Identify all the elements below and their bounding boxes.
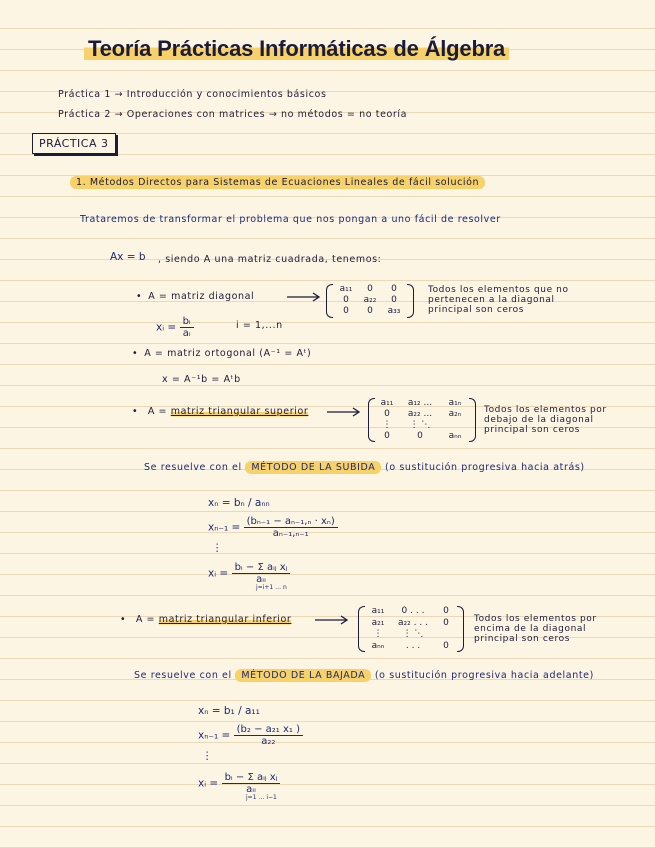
method-pre: Se resuelve con el [134, 670, 232, 681]
matrix-cell: 0 [391, 295, 397, 305]
superior-matrix [376, 398, 468, 442]
matrix-cell: 0 [391, 284, 397, 294]
matrix-cell: a₂ₙ [448, 409, 462, 419]
arrow-icon [326, 407, 362, 417]
denominator: aₙ₋₁,ₙ₋₁ [272, 528, 309, 539]
method-pre: Se resuelve con el [144, 462, 242, 473]
matrix-cell: a₂₁ [371, 617, 385, 628]
formula-lhs: xₙ₋₁ = [208, 521, 241, 534]
fraction [232, 562, 291, 585]
matrix-cell: a₂₂ [363, 295, 377, 305]
numerator: bᵢ [180, 316, 194, 328]
diagonal-matrix [334, 284, 406, 318]
arrow-icon [314, 615, 350, 625]
superior-note: Todos los elementos por debajo de la diagonal principal son ceros [484, 405, 607, 435]
diagonal-note: Todos los elementos que no pertenecen a la diagonal principal son ceros [428, 285, 569, 315]
ax-text: , siendo A una matriz cuadrada, tenemos: [158, 254, 382, 265]
superior-label-text: matriz triangular superior [170, 406, 309, 417]
practica-3-box: PRÁCTICA 3 [32, 133, 116, 154]
denominator: aᵢ [182, 328, 191, 339]
numerator: bᵢ − Σ aᵢⱼ xⱼ [232, 562, 291, 574]
label-prefix: A = [147, 406, 168, 417]
bajada-formula-2 [198, 724, 303, 747]
intro-text: Trataremos de transformar el problema que nos pongan a uno fácil de resolver [80, 214, 501, 225]
diagonal-label: • A = matriz diagonal [136, 291, 254, 302]
denominator: a₂₂ [261, 736, 276, 747]
matrix-cell: 0 [343, 295, 349, 305]
method-post: (o sustitución progresiva hacia adelante) [374, 670, 594, 681]
practica-2-line: Práctica 2 → Operaciones con matrices → no métodos = no teoría [58, 109, 408, 120]
inferior-note: Todos los elementos por encima de la diagonal principal son ceros [474, 614, 597, 644]
ortogonal-formula: x = A⁻¹b = Aᵗb [162, 374, 241, 385]
matrix-cell: a₁ₙ [448, 398, 462, 408]
fraction [244, 516, 338, 539]
numerator: (b₂ − a₂₁ x₁ ) [234, 724, 303, 736]
matrix-cell: 0 [443, 617, 449, 628]
subida-formula-3 [208, 562, 290, 585]
formula-lhs: xᵢ = [198, 777, 219, 790]
numerator: (bₙ₋₁ − aₙ₋₁,ₙ · xₙ) [244, 516, 338, 528]
matrix-cell: ⋮ [373, 629, 383, 639]
formula-lhs: xᵢ = [208, 567, 229, 580]
matrix-cell: aₙₙ [371, 640, 385, 651]
formula-lhs: xₙ₋₁ = [198, 729, 231, 742]
matrix-cell: a₁₁ [380, 398, 394, 408]
method-subida: MÉTODO DE LA SUBIDA [245, 461, 381, 474]
matrix-cell: a₂₂ . . . [398, 617, 428, 628]
matrix-cell: 0 [343, 306, 349, 316]
matrix-cell: 0 [443, 640, 449, 651]
diagonal-range: i = 1,...n [236, 320, 283, 331]
matrix-cell: 0 [367, 284, 373, 294]
matrix-cell: 0 [384, 409, 390, 419]
subida-formula-2 [208, 516, 338, 539]
denominator: aᵢᵢ [256, 574, 266, 585]
ortogonal-label: • A = matriz ortogonal (A⁻¹ = Aᵗ) [132, 348, 311, 359]
matrix-cell [436, 629, 456, 641]
subida-formula-1: xₙ = bₙ / aₙₙ [208, 497, 270, 509]
fraction [234, 724, 303, 747]
matrix-cell: ⋮ [382, 420, 392, 430]
vdots: ⋮ [202, 750, 213, 762]
matrix-cell: a₁₁ [371, 606, 385, 616]
arrow-icon [286, 292, 322, 302]
sum-limits: j=i+1 … n [256, 584, 287, 591]
inferior-matrix [366, 606, 456, 652]
matrix-cell: . . . [405, 640, 421, 651]
matrix-cell: a₂₂ ... [407, 409, 433, 419]
diagonal-formula [156, 316, 194, 339]
numerator: bᵢ − Σ aᵢⱼ xⱼ [222, 772, 281, 784]
matrix-cell: ⋮ ⋱ [409, 420, 431, 430]
matrix-cell: a₁₁ [339, 284, 353, 294]
matrix-cell: a₃₃ [387, 306, 401, 316]
section-heading: 1. Métodos Directos para Sistemas de Ecuaciones Lineales de fácil solución [70, 176, 485, 189]
matrix-cell: 0 [443, 606, 449, 616]
superior-label [132, 406, 308, 417]
sum-limits: j=1 … i−1 [246, 794, 277, 801]
matrix-cell: 0 . . . [401, 606, 425, 616]
inferior-label-text: matriz triangular inferior [158, 614, 292, 625]
subida-line [144, 462, 585, 473]
denominator: aᵢᵢ [246, 784, 256, 795]
page-title: Teoría Prácticas Informáticas de Álgebra [84, 36, 509, 62]
matrix-cell [442, 420, 468, 431]
formula-lhs: xᵢ = [156, 321, 177, 334]
ax-equation: Ax = b [110, 251, 146, 263]
method-post: (o sustitución progresiva hacia atrás) [385, 462, 585, 473]
inferior-label [120, 614, 291, 625]
bajada-formula-1: xₙ = b₁ / a₁₁ [198, 705, 260, 717]
matrix-cell: 0 [417, 431, 423, 441]
matrix-cell: ⋮ ⋱ [402, 629, 424, 639]
bajada-formula-3 [198, 772, 280, 795]
practica-1-line: Práctica 1 → Introducción y conocimientos básicos [58, 89, 327, 100]
matrix-cell: aₙₙ [448, 431, 462, 441]
label-prefix: A = [135, 614, 156, 625]
vdots: ⋮ [212, 542, 223, 554]
matrix-cell: a₁₂ ... [407, 398, 433, 408]
bajada-line [134, 670, 594, 681]
matrix-cell: 0 [384, 431, 390, 441]
method-bajada: MÉTODO DE LA BAJADA [235, 669, 371, 682]
fraction [180, 316, 194, 339]
fraction [222, 772, 281, 795]
matrix-cell: 0 [367, 306, 373, 316]
